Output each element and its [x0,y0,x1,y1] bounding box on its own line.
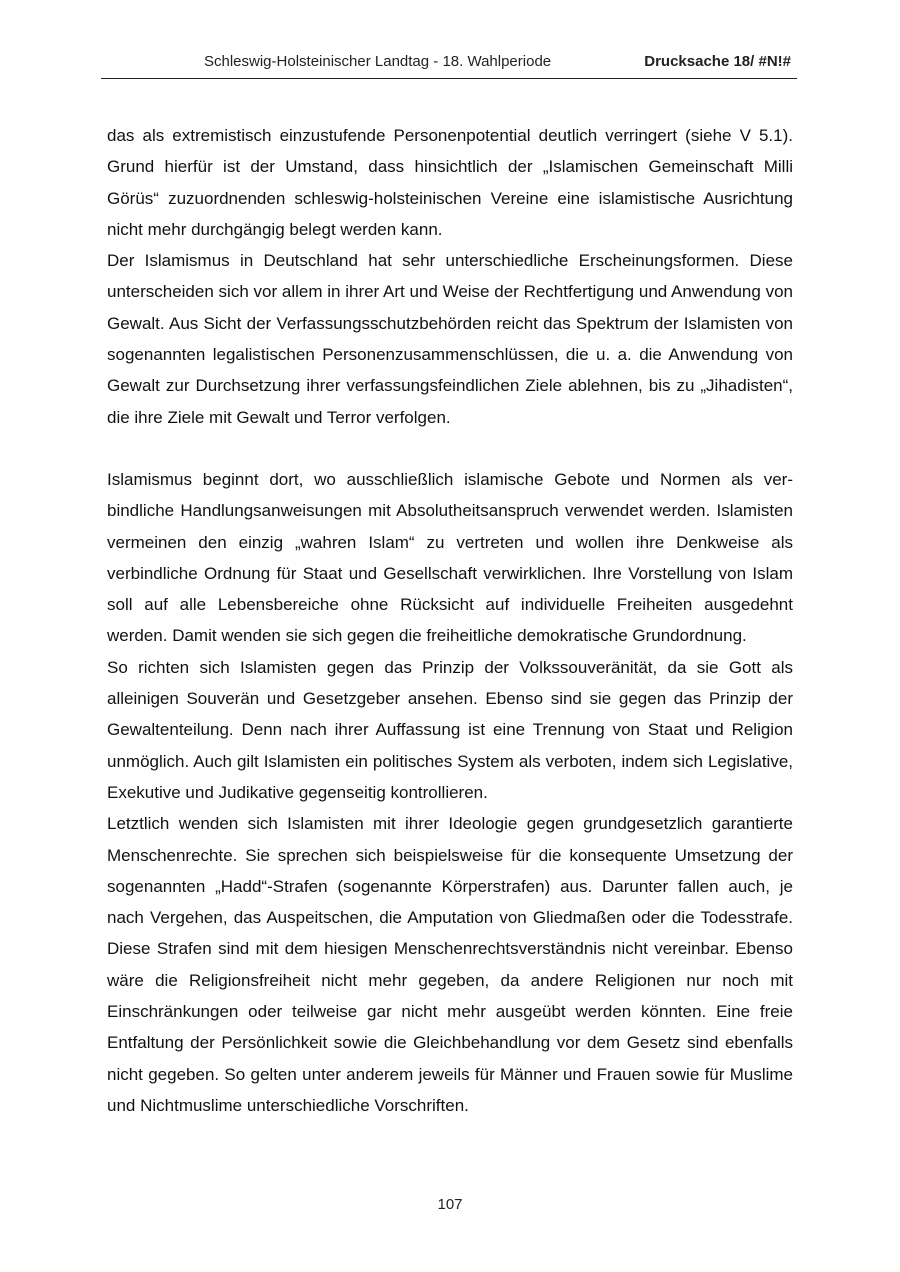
page-number: 107 [437,1196,463,1213]
paragraph: das als extremistisch einzustufende Personenpotential deutlich verringert (siehe V 5.1). Grund hierfür ist der Umstand, dass hinsichtlich der „Islamischen Gemeinschaft Milli Görüs“ zuzuordnenden schleswig-holsteinischen Vereine eine islamistische Ausrichtung nicht mehr durchgängig belegt werden kann. [107,126,793,239]
body-text [107,120,793,1121]
paragraph: Letztlich wenden sich Islamisten mit ihrer Ideologie gegen grundgesetzlich garantierte Menschenrechte. Sie sprechen sich beispielsweise für die konsequente Umsetzung der sogenannten „Hadd“-Strafen (sogenannte Körperstrafen) aus. Darunter fallen auch, je nach Vergehen, das Auspeitschen, die Amputation von Gliedmaßen oder die Todesstrafe. Diese Strafen sind mit dem hiesigen Menschenrechtsverständnis nicht vereinbar. Ebenso wäre die Religionsfreiheit nicht mehr gegeben, da andere Religionen nur noch mit Einschränkungen oder teilweise gar nicht mehr ausgeübt werden könnten. Eine freie Entfaltung der Persönlichkeit sowie die Gleichbehandlung vor dem Gesetz sind ebenfalls nicht gegeben. So gelten unter anderem jeweils für Männer und Frauen sowie für Muslime und Nichtmuslime unterschiedliche Vorschriften. [107,814,793,1115]
paragraph-spacer [107,433,793,464]
paragraph: Islamismus beginnt dort, wo ausschließlich islamische Gebote und Normen als verbindliche Handlungsanweisungen mit Absolutheitsanspruch verwendet werden. Islamisten vermeinen den einzig „wahren Islam“ zu vertreten und wollen ihre Denkweise als verbindliche Ordnung für Staat und Gesellschaft verwirklichen. Ihre Vorstellung von Islam soll auf alle Lebensbereiche ohne Rücksicht auf individuelle Freiheiten ausgedehnt werden. Damit wenden sie sich gegen die freiheitliche demokratische Grundordnung. [107,469,793,646]
document-number: Drucksache 18/ #N!# [644,53,791,70]
page-header [101,50,797,79]
header-title: Schleswig-Holsteinischer Landtag - 18. Wahlperiode [204,53,552,70]
paragraph: So richten sich Islamisten gegen das Prinzip der Volkssouveränität, da sie Gott als alleinigen Souverän und Gesetzgeber ansehen. Ebenso sind sie gegen das Prinzip der Gewaltenteilung. Denn nach ihrer Auffassung ist eine Trennung von Staat und Religion unmöglich. Auch gilt Islamisten ein politisches System als verboten, indem sich Legislative, Exekutive und Judikative gegenseitig kontrollieren. [107,657,793,802]
paragraph: Der Islamismus in Deutschland hat sehr unterschiedliche Erscheinungsformen. Diese unterscheiden sich vor allem in ihrer Art und Weise der Rechtfertigung und Anwendung von Gewalt. Aus Sicht der Verfassungsschutzbehörden reicht das Spektrum der Islamisten von sogenannten legalistischen Personenzusammenschlüssen, die u. a. die Anwendung von Gewalt zur Durchsetzung ihrer verfassungsfeindlichen Ziele ablehnen, bis zu „Jihadisten“, die ihre Ziele mit Gewalt und Terror verfolgen. [107,251,793,427]
